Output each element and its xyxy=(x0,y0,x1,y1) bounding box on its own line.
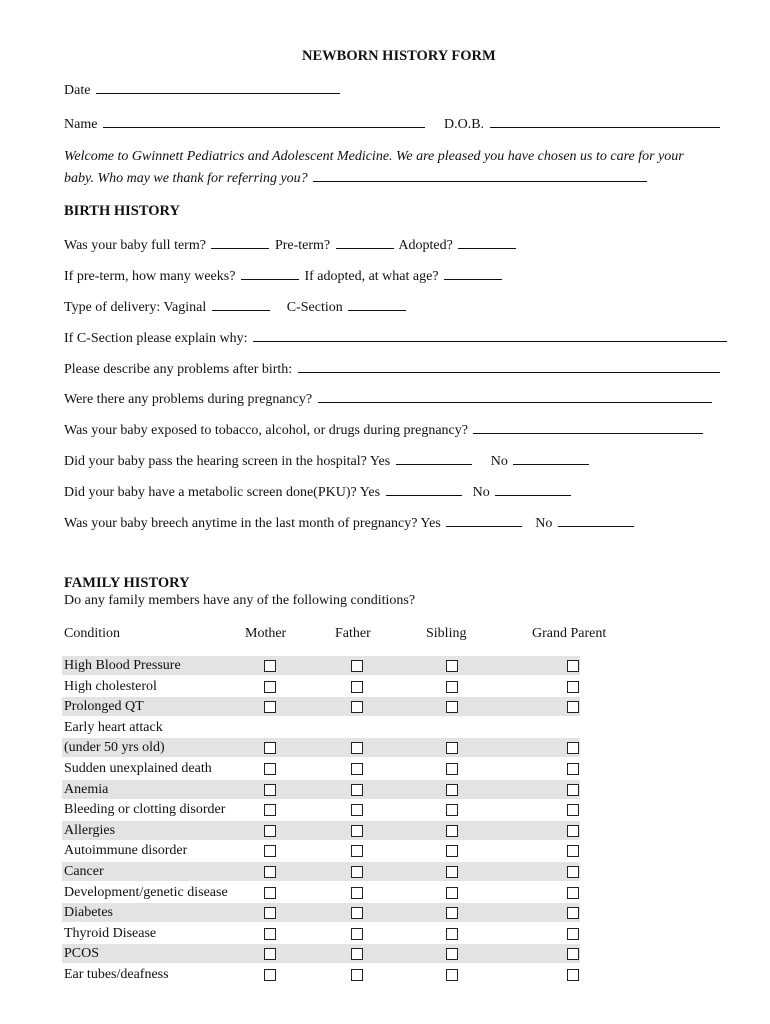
checkbox-father[interactable] xyxy=(351,742,363,754)
condition-label: Prolonged QT xyxy=(64,699,144,715)
breech-question: Was your baby breech anytime in the last month of pregnancy? Yes xyxy=(64,516,441,531)
checkbox-mother[interactable] xyxy=(264,701,276,713)
checkbox-mother[interactable] xyxy=(264,969,276,981)
problems-pregnancy-question: Were there any problems during pregnancy? xyxy=(64,392,313,407)
exposed-input-line[interactable] xyxy=(473,422,703,434)
checkbox-father[interactable] xyxy=(351,784,363,796)
row-shading xyxy=(62,780,580,799)
pre-term-input-line[interactable] xyxy=(336,237,394,249)
name-input-line[interactable] xyxy=(103,116,425,128)
welcome-line-2-row xyxy=(64,170,649,187)
checkbox-mother[interactable] xyxy=(264,681,276,693)
checkbox-mother[interactable] xyxy=(264,907,276,919)
csection-label: C-Section xyxy=(286,300,343,315)
checkbox-sibling[interactable] xyxy=(446,866,458,878)
name-label: Name xyxy=(64,117,98,132)
checkbox-grand-parent[interactable] xyxy=(567,948,579,960)
hearing-no-label: No xyxy=(490,454,508,469)
checkbox-mother[interactable] xyxy=(264,887,276,899)
vaginal-input-line[interactable] xyxy=(212,299,270,311)
csection-explain-row xyxy=(64,330,729,347)
breech-row xyxy=(64,515,636,532)
checkbox-grand-parent[interactable] xyxy=(567,763,579,775)
checkbox-mother[interactable] xyxy=(264,784,276,796)
hearing-row xyxy=(64,453,591,470)
checkbox-father[interactable] xyxy=(351,928,363,940)
checkbox-grand-parent[interactable] xyxy=(567,866,579,878)
welcome-line-2: baby. Who may we thank for referring you? xyxy=(64,171,308,186)
checkbox-father[interactable] xyxy=(351,825,363,837)
date-label: Date xyxy=(64,83,91,98)
checkbox-grand-parent[interactable] xyxy=(567,742,579,754)
checkbox-father[interactable] xyxy=(351,845,363,857)
checkbox-grand-parent[interactable] xyxy=(567,660,579,672)
checkbox-grand-parent[interactable] xyxy=(567,681,579,693)
full-term-input-line[interactable] xyxy=(211,237,269,249)
row-shading xyxy=(62,862,580,881)
dob-label: D.O.B. xyxy=(444,117,485,132)
condition-label: Bleeding or clotting disorder xyxy=(64,802,226,818)
checkbox-sibling[interactable] xyxy=(446,742,458,754)
weeks-question: If pre-term, how many weeks? xyxy=(64,269,236,284)
adopted-question: Adopted? xyxy=(398,238,453,253)
checkbox-grand-parent[interactable] xyxy=(567,969,579,981)
checkbox-sibling[interactable] xyxy=(446,763,458,775)
date-input-line[interactable] xyxy=(96,82,340,94)
problems-birth-row xyxy=(64,361,722,378)
condition-label: Ear tubes/deafness xyxy=(64,967,169,982)
row-shading xyxy=(62,903,580,922)
condition-label: Sudden unexplained death xyxy=(64,761,212,776)
checkbox-mother[interactable] xyxy=(264,866,276,878)
checkbox-mother[interactable] xyxy=(264,845,276,857)
row-shading xyxy=(62,944,580,963)
checkbox-father[interactable] xyxy=(351,701,363,713)
checkbox-sibling[interactable] xyxy=(446,907,458,919)
adopt-age-input-line[interactable] xyxy=(444,268,502,280)
csection-explain-input-line[interactable] xyxy=(253,330,727,342)
column-header-mother: Mother xyxy=(245,626,287,641)
column-header-grand-parent: Grand Parent xyxy=(532,626,607,641)
welcome-line-1: Welcome to Gwinnett Pediatrics and Adolescent Medicine. We are pleased you have chosen us to care for your xyxy=(64,149,684,164)
csection-input-line[interactable] xyxy=(348,299,406,311)
hearing-no-input-line[interactable] xyxy=(513,453,589,465)
column-header-father: Father xyxy=(335,626,371,641)
birth-history-heading: BIRTH HISTORY xyxy=(64,203,180,219)
name-field-row xyxy=(64,116,427,133)
full-term-question: Was your baby full term? xyxy=(64,238,206,253)
checkbox-sibling[interactable] xyxy=(446,784,458,796)
breech-no-label: No xyxy=(535,516,553,531)
checkbox-sibling[interactable] xyxy=(446,701,458,713)
page-title: NEWBORN HISTORY FORM xyxy=(302,48,496,64)
adopt-age-question: If adopted, at what age? xyxy=(304,269,439,284)
delivery-question: Type of delivery: Vaginal xyxy=(64,300,207,315)
dob-input-line[interactable] xyxy=(490,116,720,128)
metabolic-row xyxy=(64,484,573,501)
condition-label: Allergies xyxy=(64,822,116,838)
family-history-question: Do any family members have any of the following conditions? xyxy=(64,593,416,608)
checkbox-mother[interactable] xyxy=(264,660,276,672)
checkbox-grand-parent[interactable] xyxy=(567,825,579,837)
dob-field-row xyxy=(444,116,722,133)
column-header-condition: Condition xyxy=(64,626,121,641)
condition-label: Early heart attack xyxy=(64,719,163,735)
checkbox-mother[interactable] xyxy=(264,763,276,775)
condition-label: Development/genetic disease xyxy=(64,884,228,900)
checkbox-father[interactable] xyxy=(351,681,363,693)
checkbox-grand-parent[interactable] xyxy=(567,928,579,940)
condition-label: High cholesterol xyxy=(64,678,157,694)
pre-term-question: Pre-term? xyxy=(274,238,331,253)
checkbox-sibling[interactable] xyxy=(446,660,458,672)
checkbox-father[interactable] xyxy=(351,660,363,672)
condition-label: (under 50 yrs old) xyxy=(64,740,165,756)
checkbox-grand-parent[interactable] xyxy=(567,784,579,796)
checkbox-grand-parent[interactable] xyxy=(567,845,579,857)
checkbox-sibling[interactable] xyxy=(446,928,458,940)
checkbox-father[interactable] xyxy=(351,887,363,899)
checkbox-grand-parent[interactable] xyxy=(567,907,579,919)
checkbox-grand-parent[interactable] xyxy=(567,887,579,899)
weeks-input-line[interactable] xyxy=(241,268,299,280)
checkbox-father[interactable] xyxy=(351,907,363,919)
date-field-row xyxy=(64,82,342,99)
hearing-question: Did your baby pass the hearing screen in the hospital? Yes xyxy=(64,454,391,469)
condition-label: High Blood Pressure xyxy=(64,658,181,673)
checkbox-father[interactable] xyxy=(351,948,363,960)
checkbox-mother[interactable] xyxy=(264,948,276,960)
checkbox-sibling[interactable] xyxy=(446,887,458,899)
checkbox-sibling[interactable] xyxy=(446,845,458,857)
metabolic-no-label: No xyxy=(472,485,490,500)
problems-pregnancy-row xyxy=(64,391,714,408)
hearing-yes-input-line[interactable] xyxy=(396,453,472,465)
column-header-sibling: Sibling xyxy=(426,626,467,641)
referral-input-line[interactable] xyxy=(313,170,647,182)
breech-yes-input-line[interactable] xyxy=(446,515,522,527)
checkbox-father[interactable] xyxy=(351,763,363,775)
adopted-input-line[interactable] xyxy=(458,237,516,249)
metabolic-yes-input-line[interactable] xyxy=(386,484,462,496)
condition-label: Autoimmune disorder xyxy=(64,843,188,859)
checkbox-father[interactable] xyxy=(351,804,363,816)
exposed-row xyxy=(64,422,705,439)
checkbox-father[interactable] xyxy=(351,969,363,981)
checkbox-sibling[interactable] xyxy=(446,969,458,981)
checkbox-mother[interactable] xyxy=(264,928,276,940)
exposed-question: Was your baby exposed to tobacco, alcohol, or drugs during pregnancy? xyxy=(64,423,468,438)
problems-birth-question: Please describe any problems after birth: xyxy=(64,362,293,377)
full-term-row xyxy=(64,237,518,254)
checkbox-grand-parent[interactable] xyxy=(567,804,579,816)
checkbox-mother[interactable] xyxy=(264,742,276,754)
checkbox-grand-parent[interactable] xyxy=(567,701,579,713)
checkbox-sibling[interactable] xyxy=(446,825,458,837)
checkbox-sibling[interactable] xyxy=(446,681,458,693)
condition-label: Thyroid Disease xyxy=(64,925,157,941)
checkbox-sibling[interactable] xyxy=(446,804,458,816)
checkbox-sibling[interactable] xyxy=(446,948,458,960)
metabolic-no-input-line[interactable] xyxy=(495,484,571,496)
condition-label: Cancer xyxy=(64,864,104,879)
family-history-heading: FAMILY HISTORY xyxy=(64,575,190,591)
problems-pregnancy-input-line[interactable] xyxy=(318,391,712,403)
metabolic-question: Did your baby have a metabolic screen done(PKU)? Yes xyxy=(64,485,381,500)
weeks-row xyxy=(64,268,504,285)
condition-label: Anemia xyxy=(64,781,109,797)
row-shading xyxy=(62,821,580,840)
csection-explain-question: If C-Section please explain why: xyxy=(64,331,248,346)
breech-no-input-line[interactable] xyxy=(558,515,634,527)
checkbox-mother[interactable] xyxy=(264,825,276,837)
condition-label: PCOS xyxy=(64,946,100,962)
delivery-row xyxy=(64,299,408,316)
checkbox-mother[interactable] xyxy=(264,804,276,816)
checkbox-father[interactable] xyxy=(351,866,363,878)
condition-label: Diabetes xyxy=(64,905,113,921)
problems-birth-input-line[interactable] xyxy=(298,361,720,373)
